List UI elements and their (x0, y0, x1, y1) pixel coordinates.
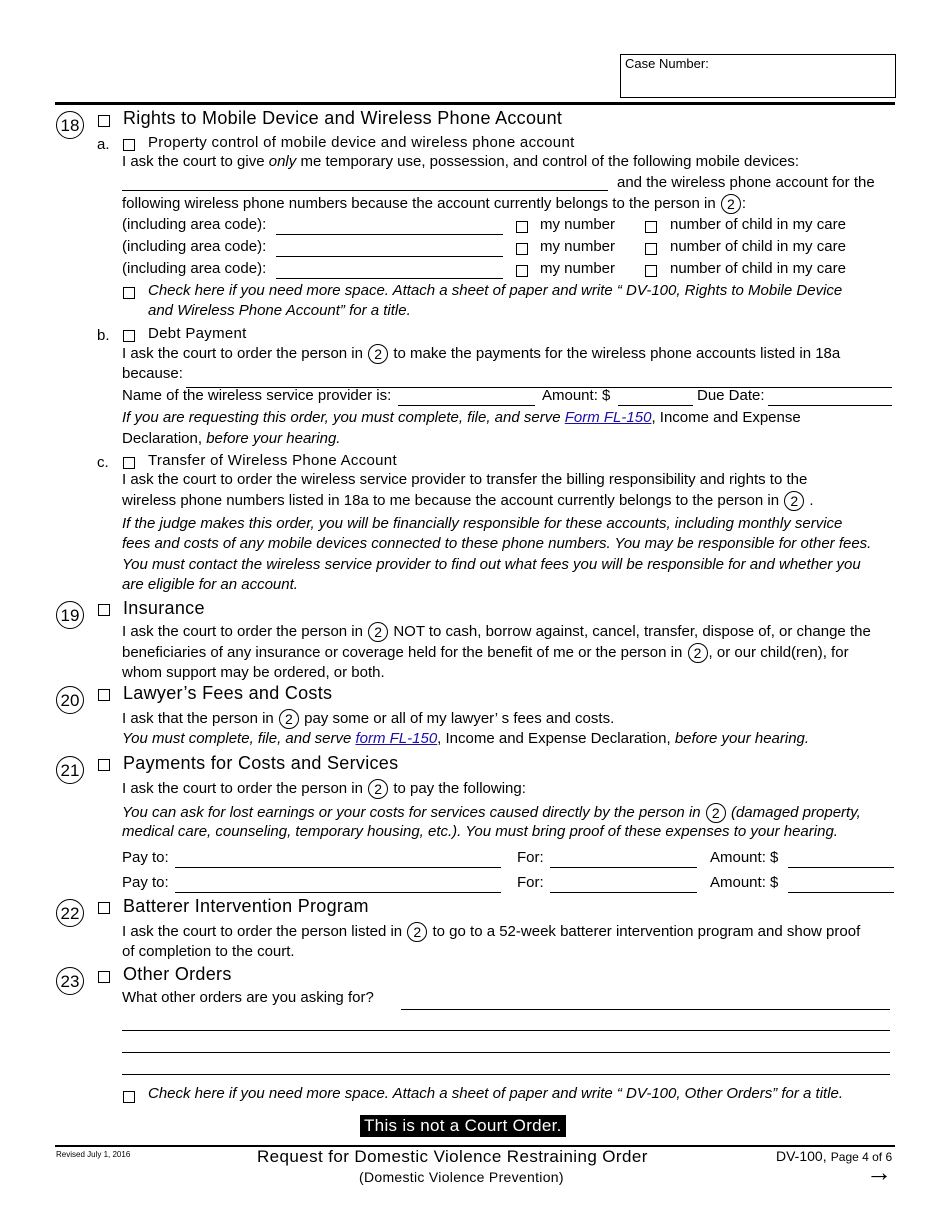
amount-field-1[interactable] (788, 867, 894, 868)
other-orders-field-1[interactable] (401, 1009, 890, 1010)
text-19-line1: I ask the court to order the person in 2 NOT to cash, borrow against, cancel, transfer, dispose of, or change the (122, 622, 871, 640)
item-18b-letter: b. (97, 327, 110, 344)
item-18a-letter: a. (97, 136, 110, 153)
phone-field-3[interactable] (276, 278, 503, 279)
form-subtitle: (Domestic Violence Prevention) (359, 1169, 564, 1185)
item-number-23: 23 (56, 967, 84, 995)
checkbox-22[interactable] (98, 902, 110, 914)
more-space-note-18a: Check here if you need more space. Attach a sheet of paper and write “ DV-100, Rights to Mobile Device (148, 282, 843, 299)
checkbox-18c[interactable] (123, 457, 135, 469)
text-21-note1: You can ask for lost earnings or your costs for services caused directly by the person in 2 (damaged property, (122, 803, 861, 821)
pay-to-label-1: Pay to: (122, 849, 169, 866)
pay-to-field-1[interactable] (175, 867, 501, 868)
child-number-checkbox-1[interactable] (645, 221, 657, 233)
phone-field-1[interactable] (276, 234, 503, 235)
provider-field[interactable] (398, 405, 535, 406)
revised-date: Revised July 1, 2016 (56, 1150, 131, 1159)
my-number-label-3: my number (540, 260, 616, 277)
item-18b-title: Debt Payment (148, 325, 247, 342)
text-19-line3: whom support may be ordered, or both. (122, 664, 385, 681)
party-2-ref: 2 (721, 194, 741, 214)
checkbox-18b[interactable] (123, 330, 135, 342)
child-number-label-3: number of child in my care (670, 260, 846, 277)
more-space-note-18a-2: and Wireless Phone Account” for a title. (148, 302, 411, 319)
form-id: DV-100, Page 4 of 6 (776, 1148, 893, 1164)
checkbox-19[interactable] (98, 604, 110, 616)
text-18b-line1: I ask the court to order the person in 2 to make the payments for the wireless phone accounts listed in 18a (122, 344, 841, 362)
party-2-ref: 2 (368, 622, 388, 642)
other-orders-field-4[interactable] (122, 1074, 890, 1075)
text-21-note2: medical care, counseling, temporary housing, etc.). You must bring proof of these expenses to your hearing. (122, 823, 838, 840)
party-2-ref: 2 (407, 922, 427, 942)
text-21-line1: I ask the court to order the person in 2 to pay the following: (122, 779, 526, 797)
mobile-devices-field[interactable] (122, 190, 608, 191)
child-number-checkbox-2[interactable] (645, 243, 657, 255)
form-fl150-link[interactable]: Form FL-150 (564, 409, 652, 426)
case-number-box[interactable] (620, 54, 896, 98)
form-title: Request for Domestic Violence Restraining Order (257, 1147, 648, 1166)
party-2-ref: 2 (784, 491, 804, 511)
other-orders-question: What other orders are you asking for? (122, 989, 374, 1006)
other-orders-field-2[interactable] (122, 1030, 890, 1031)
note-18c-line2: fees and costs of any mobile devices connected to these phone numbers. You may be responsible for other fees. (122, 535, 872, 552)
header-rule (55, 102, 895, 105)
phone-label-1: (including area code): (122, 216, 267, 233)
more-space-checkbox-18a[interactable] (123, 287, 135, 299)
text-18a-line1: I ask the court to give only me temporary use, possession, and control of the following mobile devices: (122, 153, 800, 170)
for-field-1[interactable] (550, 867, 697, 868)
text-18a-line2: and the wireless phone account for the (617, 174, 875, 191)
amount-field-18b[interactable] (618, 405, 693, 406)
party-2-ref: 2 (368, 779, 388, 799)
checkbox-18a[interactable] (123, 139, 135, 151)
phone-field-2[interactable] (276, 256, 503, 257)
form-fl150-link-2[interactable]: form FL-150 (355, 730, 438, 747)
checkbox-23[interactable] (98, 971, 110, 983)
child-number-label-2: number of child in my care (670, 238, 846, 255)
child-number-checkbox-3[interactable] (645, 265, 657, 277)
section-22-title: Batterer Intervention Program (123, 896, 369, 916)
section-18-title: Rights to Mobile Device and Wireless Phone Account (123, 108, 563, 128)
more-space-note-23: Check here if you need more space. Attach a sheet of paper and write “ DV-100, Other Orders” for a title. (148, 1085, 844, 1102)
item-18a-title: Property control of mobile device and wireless phone account (148, 134, 575, 151)
my-number-checkbox-2[interactable] (516, 243, 528, 255)
amount-field-2[interactable] (788, 892, 894, 893)
my-number-checkbox-1[interactable] (516, 221, 528, 233)
my-number-label-2: my number (540, 238, 616, 255)
next-page-arrow-icon[interactable]: → (866, 1157, 892, 1187)
more-space-checkbox-23[interactable] (123, 1091, 135, 1103)
item-18c-title: Transfer of Wireless Phone Account (148, 452, 397, 469)
item-number-21: 21 (56, 756, 84, 784)
pay-to-field-2[interactable] (175, 892, 501, 893)
for-field-2[interactable] (550, 892, 697, 893)
case-number-label: Case Number: (625, 56, 709, 71)
text-18c-line1: I ask the court to order the wireless service provider to transfer the billing responsibility and rights to the (122, 471, 808, 488)
child-number-label-1: number of child in my care (670, 216, 846, 233)
other-orders-field-3[interactable] (122, 1052, 890, 1053)
text-18c-line2: wireless phone numbers listed in 18a to me because the account currently belongs to the person in 2 . (122, 491, 814, 509)
party-2-ref: 2 (279, 709, 299, 729)
not-court-order-banner: This is not a Court Order. (360, 1115, 566, 1137)
section-20-title: Lawyer’s Fees and Costs (123, 683, 333, 703)
text-19-line2: beneficiaries of any insurance or coverage held for the benefit of me or the person in 2 , or our child(ren), for (122, 643, 849, 661)
party-2-ref: 2 (368, 344, 388, 364)
for-label-1: For: (517, 849, 544, 866)
item-number-19: 19 (56, 601, 84, 629)
text-18a-line3: following wireless phone numbers because the account currently belongs to the person in 2 : (122, 194, 747, 212)
text-20-line2: You must complete, file, and serve form FL-150, Income and Expense Declaration, before your hearing. (122, 730, 810, 747)
note-18b-line2: Declaration, before your hearing. (122, 430, 341, 447)
note-18c-line1: If the judge makes this order, you will be financially responsible for these accounts, including monthly service (122, 515, 843, 532)
for-label-2: For: (517, 874, 544, 891)
amount-label-1: Amount: $ (710, 849, 779, 866)
amount-label-18b: Amount: $ (542, 387, 611, 404)
item-number-20: 20 (56, 686, 84, 714)
text-20-line1: I ask that the person in 2 pay some or all of my lawyer’ s fees and costs. (122, 709, 615, 727)
my-number-label-1: my number (540, 216, 616, 233)
note-18c-line4: are eligible for an account. (122, 576, 298, 593)
phone-label-3: (including area code): (122, 260, 267, 277)
party-2-ref: 2 (688, 643, 708, 663)
phone-label-2: (including area code): (122, 238, 267, 255)
section-23-title: Other Orders (123, 964, 232, 984)
text-22-line2: of completion to the court. (122, 943, 295, 960)
party-2-ref: 2 (706, 803, 726, 823)
checkbox-21[interactable] (98, 759, 110, 771)
item-number-22: 22 (56, 899, 84, 927)
due-date-label: Due Date: (697, 387, 765, 404)
pay-to-label-2: Pay to: (122, 874, 169, 891)
amount-label-2: Amount: $ (710, 874, 779, 891)
section-19-title: Insurance (123, 598, 205, 618)
provider-label: Name of the wireless service provider is: (122, 387, 392, 404)
note-18c-line3: You must contact the wireless service provider to find out what fees you will be responsible for and whether you (122, 556, 861, 573)
because-field[interactable] (186, 387, 892, 388)
checkbox-20[interactable] (98, 689, 110, 701)
my-number-checkbox-3[interactable] (516, 265, 528, 277)
text-18b-line2: because: (122, 365, 183, 382)
text-22-line1: I ask the court to order the person listed in 2 to go to a 52-week batterer intervention program and show proof (122, 922, 861, 940)
item-18c-letter: c. (97, 454, 109, 471)
section-21-title: Payments for Costs and Services (123, 753, 399, 773)
due-date-field[interactable] (768, 405, 892, 406)
checkbox-18[interactable] (98, 115, 110, 127)
item-number-18: 18 (56, 111, 84, 139)
note-18b-line1: If you are requesting this order, you must complete, file, and serve Form FL-150, Income and Expense (122, 409, 801, 426)
